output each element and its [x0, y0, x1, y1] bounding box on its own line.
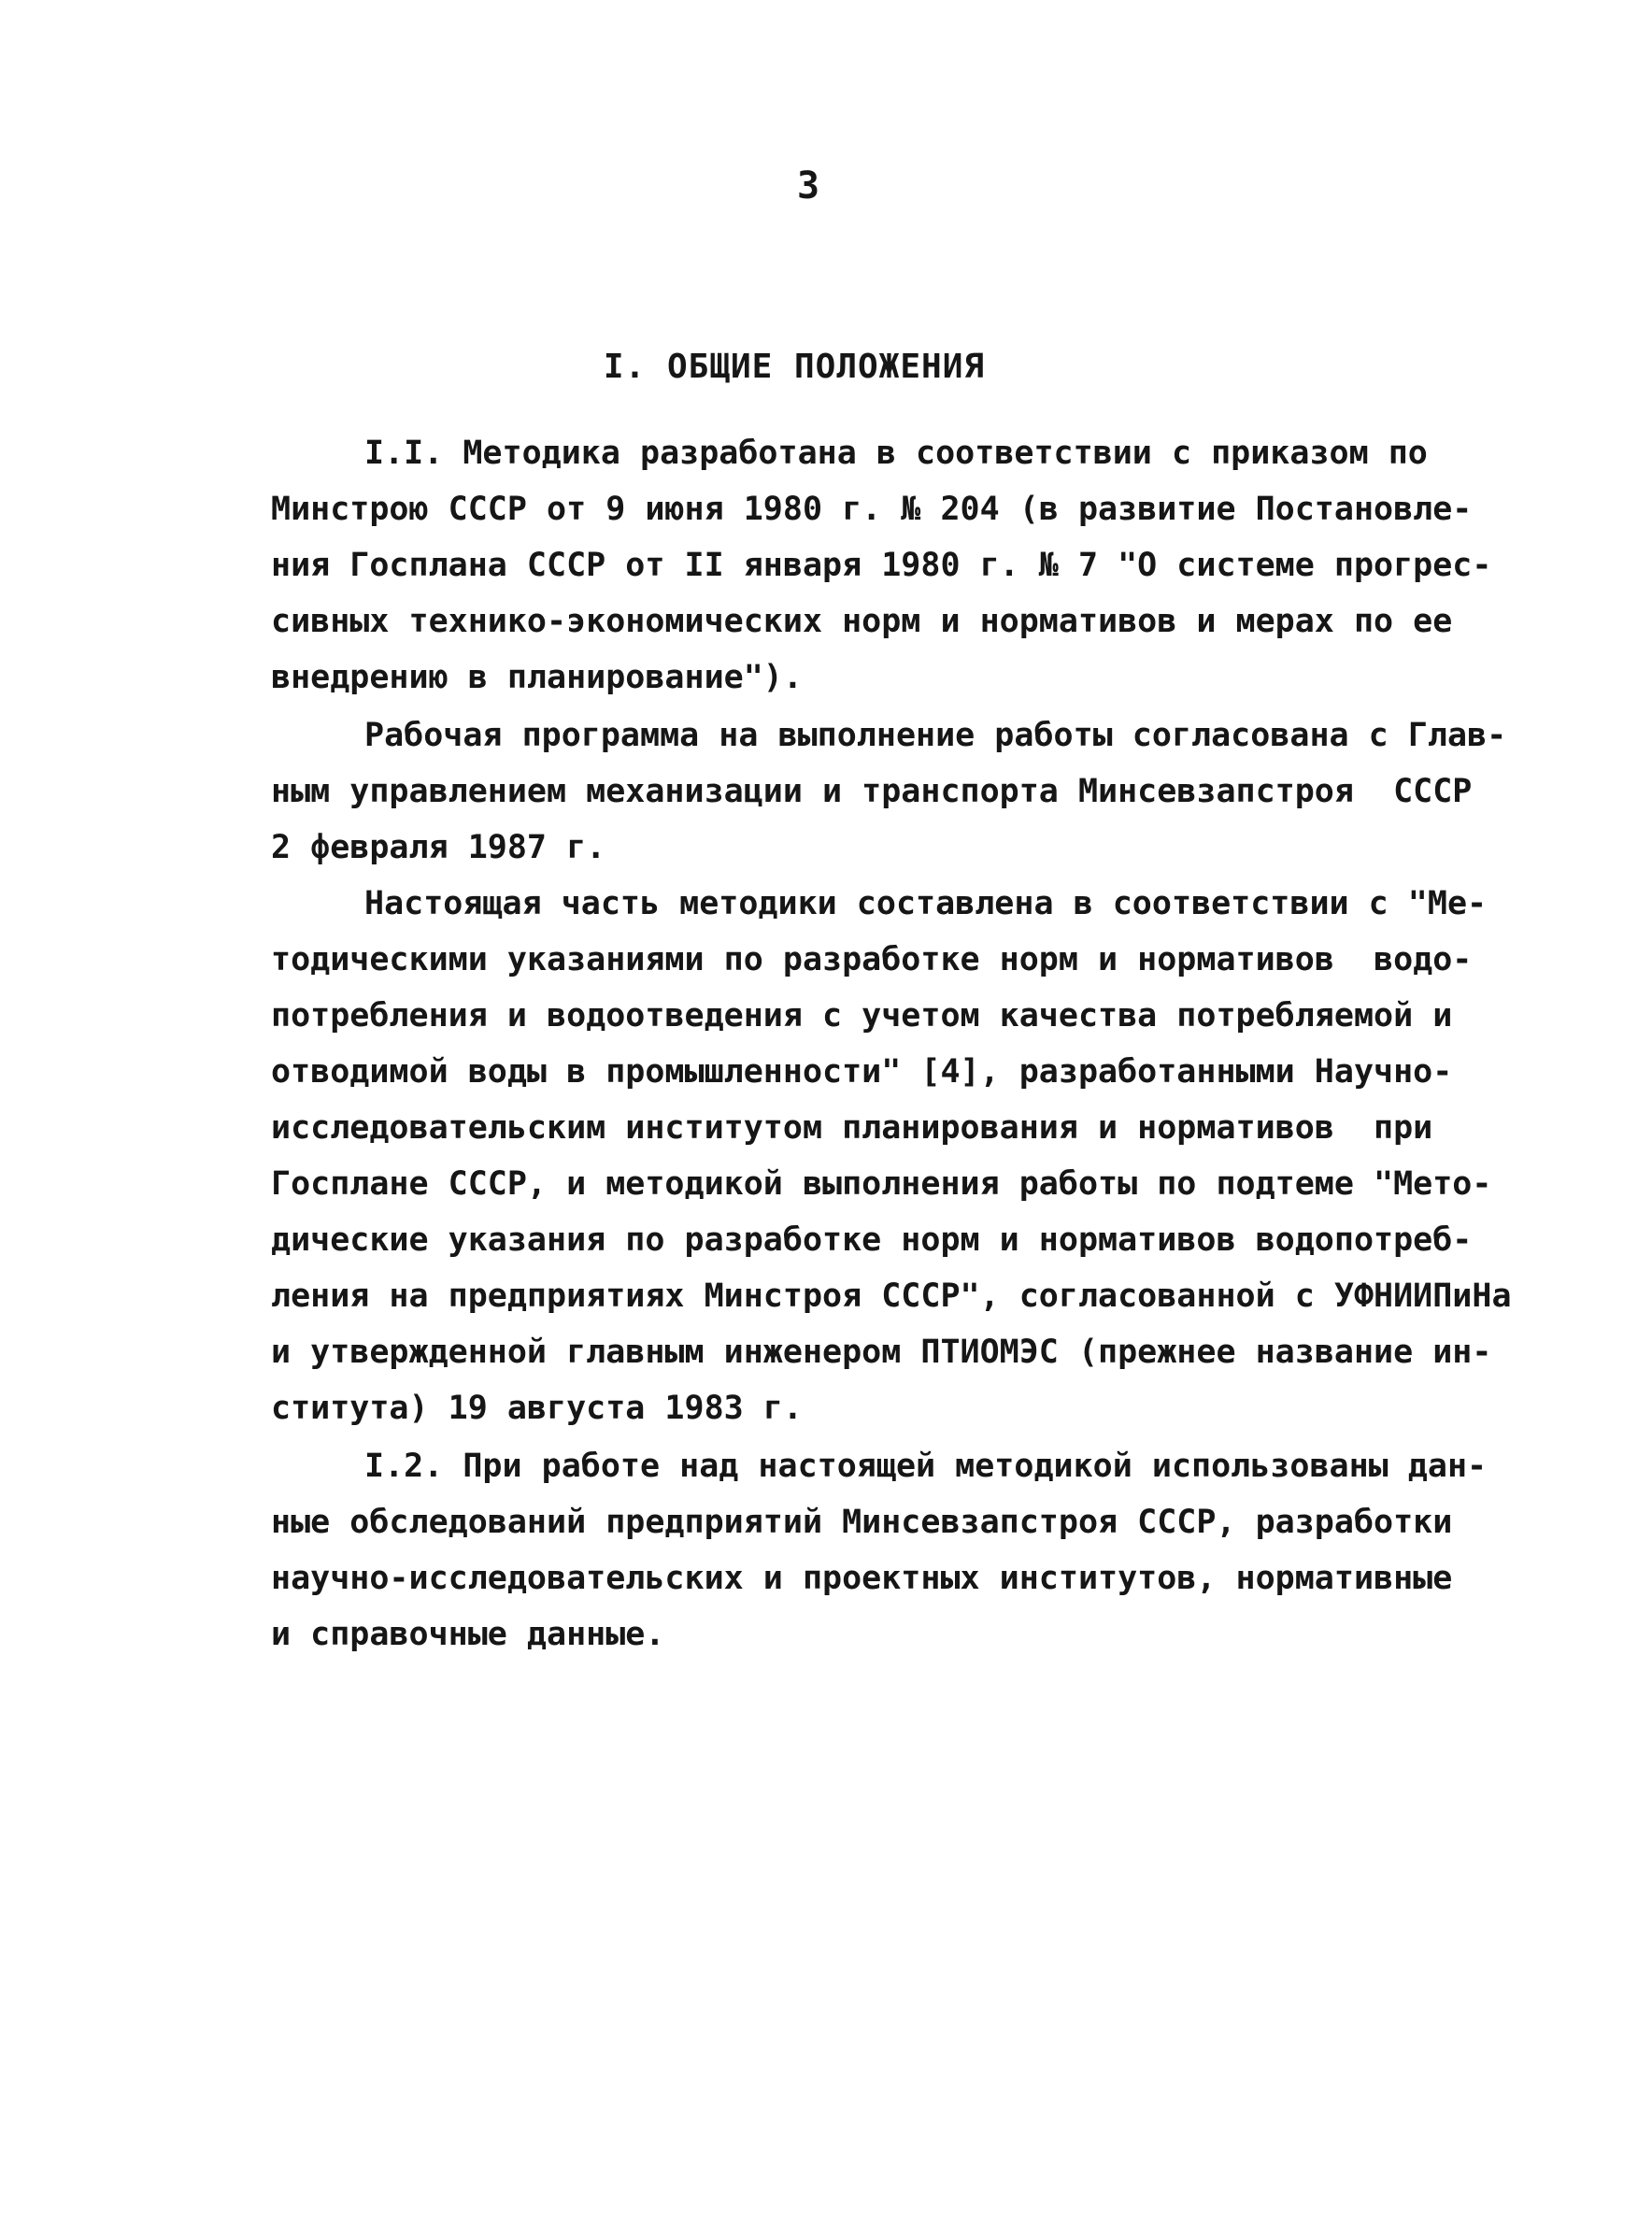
paragraph-line: сивных технико-экономических норм и нормативов и мерах по ее	[271, 603, 1453, 640]
paragraph-line: Госплане СССР, и методикой выполнения работы по подтеме "Мето-	[271, 1165, 1492, 1203]
paragraph-line: тодическими указаниями по разработке норм и нормативов водо-	[271, 941, 1473, 978]
paragraph-line: Минстрою СССР от 9 июня 1980 г. № 204 (в развитие Постановле-	[271, 491, 1473, 528]
paragraph-line: Настоящая часть методики составлена в соответствии с "Ме-	[364, 885, 1488, 922]
paragraph-line: внедрению в планирование").	[271, 659, 803, 696]
paragraph-line: дические указания по разработке норм и нормативов водопотреб-	[271, 1221, 1473, 1259]
paragraph-line: и справочные данные.	[271, 1616, 665, 1653]
paragraph-line: ститута) 19 августа 1983 г.	[271, 1390, 803, 1427]
section-title: I. ОБЩИЕ ПОЛОЖЕНИЯ	[603, 348, 986, 386]
paragraph-line: 2 февраля 1987 г.	[271, 829, 606, 866]
paragraph-line: потребления и водоотведения с учетом качества потребляемой и	[271, 997, 1453, 1035]
paragraph-line: Рабочая программа на выполнение работы согласована с Глав-	[364, 717, 1507, 754]
paragraph-line: ным управлением механизации и транспорта Минсевзапстроя СССР	[271, 773, 1473, 810]
paragraph-line: и утвержденной главным инженером ПТИОМЭС (прежнее название ин-	[271, 1334, 1492, 1371]
paragraph-line: отводимой воды в промышленности" [4], разработанными Научно-	[271, 1053, 1453, 1091]
paragraph-line: I.2. При работе над настоящей методикой использованы дан-	[364, 1448, 1488, 1485]
paragraph-line: ления на предприятиях Минстроя СССР", согласованной с УФНИИПиНа	[271, 1277, 1512, 1315]
paragraph-line: научно-исследовательских и проектных институтов, нормативные	[271, 1560, 1453, 1597]
paragraph-line: ния Госплана СССР от II января 1980 г. № 7 "О системе прогрес-	[271, 547, 1492, 584]
paragraph-line: ные обследований предприятий Минсевзапстроя СССР, разработки	[271, 1504, 1453, 1541]
paragraph-line: исследовательским институтом планирования и нормативов при	[271, 1109, 1433, 1147]
page-number: 3	[796, 164, 820, 207]
paragraph-line: I.I. Методика разработана в соответствии с приказом по	[364, 435, 1428, 472]
